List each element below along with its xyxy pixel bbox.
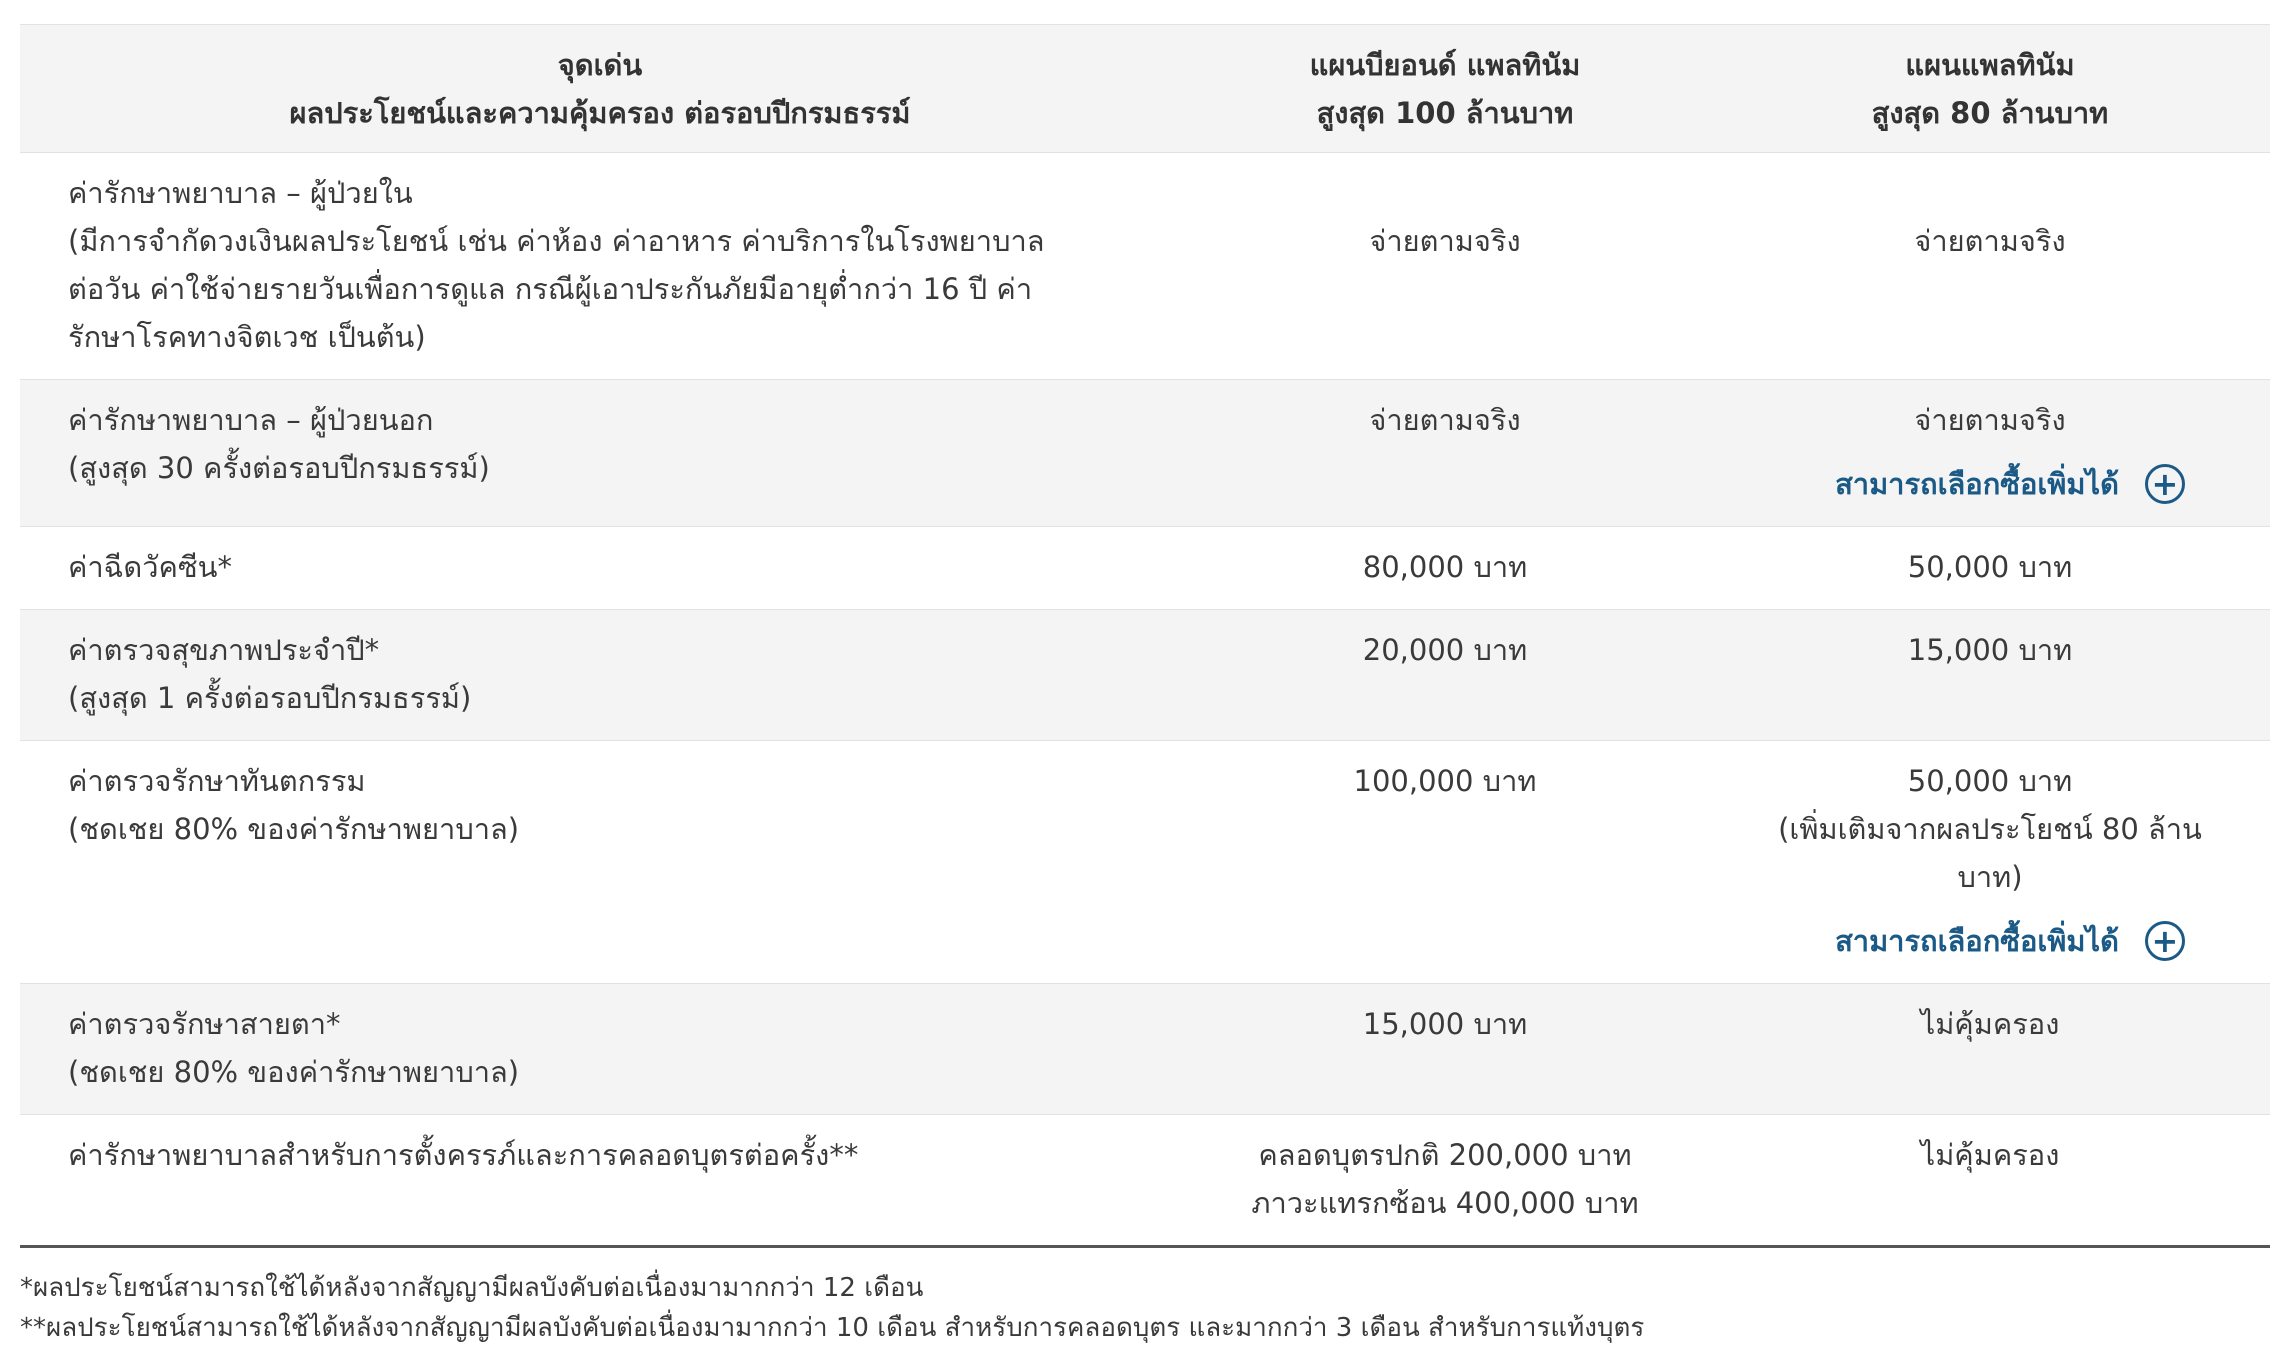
beyond-value-line: จ่ายตามจริง xyxy=(1369,224,1521,258)
benefit-label-line: ค่ารักษาพยาบาล – ผู้ป่วยใน xyxy=(68,176,413,210)
table-header-row xyxy=(20,25,2270,153)
benefit-label-line: ค่าตรวจรักษาทันตกรรม xyxy=(68,764,366,798)
benefit-label-line: (มีการจำกัดวงเงินผลประโยชน์ เช่น ค่าห้อง ค่าอาหาร ค่าบริการในโรงพยาบาล xyxy=(68,224,1045,258)
beyond-value xyxy=(1180,527,1710,610)
platinum-value xyxy=(1710,527,2270,610)
table-row xyxy=(20,380,2270,527)
footnote: *ผลประโยชน์สามารถใช้ได้หลังจากสัญญามีผลบังคับต่อเนื่องมามากกว่า 12 เดือน xyxy=(20,1273,924,1303)
platinum-value xyxy=(1710,741,2270,984)
header-beyond-platinum xyxy=(1180,25,1710,153)
benefit-label xyxy=(20,1115,1180,1247)
beyond-value xyxy=(1180,380,1710,527)
beyond-value-spacer xyxy=(1180,169,1710,217)
table-row xyxy=(20,610,2270,741)
beyond-value xyxy=(1180,741,1710,984)
header-highlights-title: จุดเด่น xyxy=(557,47,643,82)
benefit-label xyxy=(20,610,1180,741)
platinum-value xyxy=(1710,610,2270,741)
platinum-value-line: (เพิ่มเติมจากผลประโยชน์ 80 ล้าน xyxy=(1778,812,2202,846)
platinum-value xyxy=(1710,153,2270,380)
optional-addon-button[interactable] xyxy=(1710,917,2270,965)
benefit-label-line: ต่อวัน ค่าใช้จ่ายรายวันเพื่อการดูแล กรณีผู้เอาประกันภัยมีอายุต่ำกว่า 16 ปี ค่า xyxy=(68,272,1033,306)
benefit-label-line: รักษาโรคทางจิตเวช เป็นต้น) xyxy=(68,320,426,354)
platinum-value-line: ไม่คุ้มครอง xyxy=(1920,1138,2060,1172)
benefit-label-line: ค่าตรวจรักษาสายตา* xyxy=(68,1007,341,1041)
beyond-value-line: 20,000 บาท xyxy=(1362,633,1528,667)
beyond-value xyxy=(1180,153,1710,380)
header-platinum xyxy=(1710,25,2270,153)
table-row xyxy=(20,1115,2270,1247)
beyond-value-line: จ่ายตามจริง xyxy=(1369,403,1521,437)
table-row xyxy=(20,153,2270,380)
platinum-value-line: บาท) xyxy=(1957,860,2023,894)
beyond-value xyxy=(1180,610,1710,741)
platinum-value-line: 15,000 บาท xyxy=(1907,633,2073,667)
platinum-value xyxy=(1710,984,2270,1115)
beyond-value-line: คลอดบุตรปกติ 200,000 บาท xyxy=(1258,1138,1632,1172)
header-highlights xyxy=(20,25,1180,153)
header-highlights-subtitle: ผลประโยชน์และความคุ้มครอง ต่อรอบปีกรมธรรม์ xyxy=(289,95,911,130)
platinum-value-spacer xyxy=(1710,169,2270,217)
benefit-label-line: ค่ารักษาพยาบาลสำหรับการตั้งครรภ์และการคลอดบุตรต่อครั้ง** xyxy=(68,1138,859,1172)
beyond-value xyxy=(1180,984,1710,1115)
benefit-label xyxy=(20,380,1180,527)
benefit-label xyxy=(20,153,1180,380)
header-beyond-platinum-title: แผนบียอนด์ แพลทินัม xyxy=(1309,47,1581,82)
plus-circle-icon[interactable]: + xyxy=(2145,921,2185,961)
platinum-value-line: 50,000 บาท xyxy=(1907,550,2073,584)
beyond-value-line: 100,000 บาท xyxy=(1353,764,1537,798)
benefits-table xyxy=(20,24,2270,1248)
footnote: **ผลประโยชน์สามารถใช้ได้หลังจากสัญญามีผลบังคับต่อเนื่องมามากกว่า 10 เดือน สำหรับการคลอดบุตร และมากกว่า 3 เดือน สำหรับการแท้งบุตร xyxy=(20,1313,1645,1343)
plus-circle-icon[interactable]: + xyxy=(2145,464,2185,504)
header-platinum-limit: สูงสุด 80 ล้านบาท xyxy=(1871,95,2109,130)
footnotes xyxy=(20,1268,2270,1348)
platinum-value xyxy=(1710,380,2270,527)
table-row xyxy=(20,984,2270,1115)
benefit-label-line: ค่าฉีดวัคซีน* xyxy=(68,550,232,584)
benefit-label-line: (สูงสุด 1 ครั้งต่อรอบปีกรมธรรม์) xyxy=(68,681,472,715)
beyond-value-line: 15,000 บาท xyxy=(1362,1007,1528,1041)
benefit-label xyxy=(20,741,1180,984)
beyond-value-line: ภาวะแทรกซ้อน 400,000 บาท xyxy=(1251,1186,1639,1220)
table-row xyxy=(20,741,2270,984)
platinum-value-line: ไม่คุ้มครอง xyxy=(1920,1007,2060,1041)
table-row xyxy=(20,527,2270,610)
platinum-value-line: จ่ายตามจริง xyxy=(1914,403,2066,437)
benefit-label-line: (ชดเชย 80% ของค่ารักษาพยาบาล) xyxy=(68,812,520,846)
optional-addon-button[interactable] xyxy=(1710,460,2270,508)
benefit-label-line: (ชดเชย 80% ของค่ารักษาพยาบาล) xyxy=(68,1055,520,1089)
optional-addon-label: สามารถเลือกซื้อเพิ่มได้ xyxy=(1835,924,2119,958)
optional-addon-label: สามารถเลือกซื้อเพิ่มได้ xyxy=(1835,467,2119,501)
platinum-value-line: 50,000 บาท xyxy=(1907,764,2073,798)
platinum-value xyxy=(1710,1115,2270,1247)
platinum-value-line: จ่ายตามจริง xyxy=(1914,224,2066,258)
benefit-label xyxy=(20,984,1180,1115)
header-platinum-title: แผนแพลทินัม xyxy=(1905,47,2075,82)
benefit-label xyxy=(20,527,1180,610)
beyond-value-line: 80,000 บาท xyxy=(1362,550,1528,584)
header-beyond-platinum-limit: สูงสุด 100 ล้านบาท xyxy=(1316,95,1574,130)
beyond-value xyxy=(1180,1115,1710,1247)
benefit-label-line: (สูงสุด 30 ครั้งต่อรอบปีกรมธรรม์) xyxy=(68,451,490,485)
benefits-comparison xyxy=(20,24,2270,1348)
benefit-label-line: ค่าตรวจสุขภาพประจำปี* xyxy=(68,633,380,667)
benefit-label-line: ค่ารักษาพยาบาล – ผู้ป่วยนอก xyxy=(68,403,434,437)
